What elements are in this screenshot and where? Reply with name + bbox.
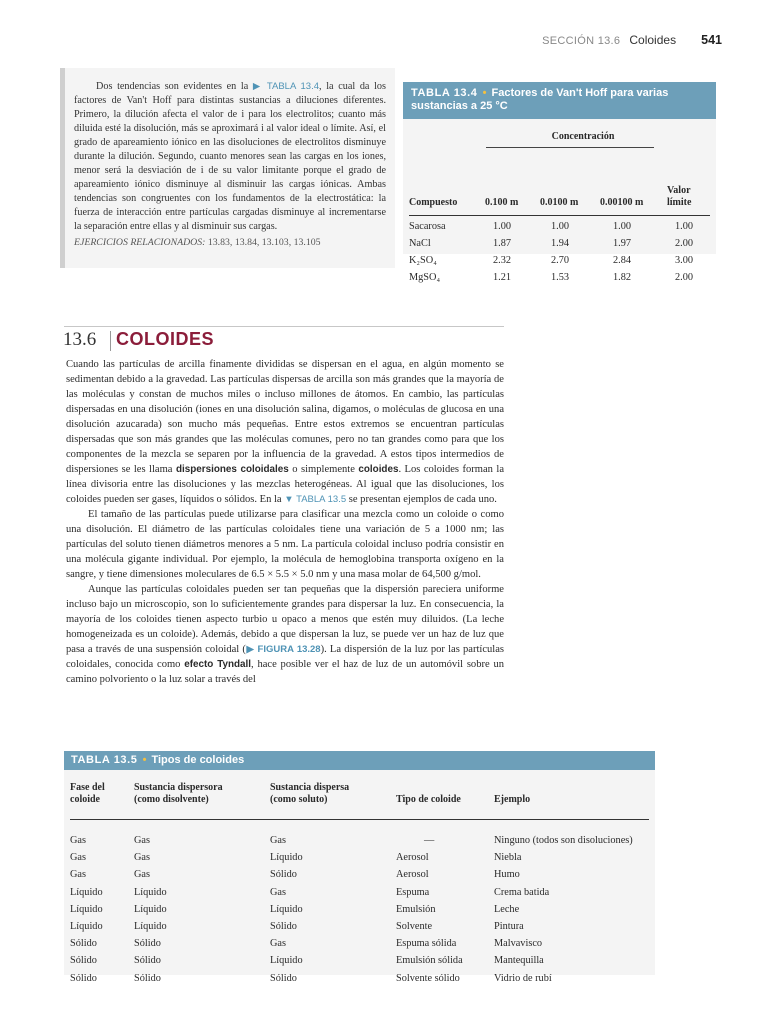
section-title: COLOIDES: [116, 329, 215, 349]
cell-dispersing: Líquido: [134, 886, 167, 898]
header-limit-b: límite: [667, 197, 692, 208]
cell-c2: 1.94: [551, 238, 570, 249]
table-13-4-link[interactable]: ▶ TABLA 13.4: [252, 81, 320, 92]
table-row: [403, 238, 716, 255]
p3-text-a: Aunque las partículas coloidales pueden ser tan pequeñas que la dispersión pareciera uniforme incluso bajo un microscopio, son lo suficientemente grandes para dispersar la luz. En consecuencia, la mayoría de los coloides tienen aspecto turbio u opaco a menos que estén muy diluidos. (La leche homogeneizada es un coloide). Además, debido a que dispersan la luz, se puede ver un haz de luz que pasa a través de una suspensión coloidal (: [66, 584, 504, 655]
table-row: [64, 852, 655, 869]
trends-text: [74, 80, 386, 250]
cell-example: Pintura: [494, 921, 524, 932]
header-dispersed: [270, 782, 349, 806]
table-13-4-rule: [409, 215, 710, 216]
header-dispersing-a: Sustancia dispersora: [134, 782, 223, 793]
cell-dispersed: Sólido: [270, 972, 297, 984]
table-13-5-body: [64, 770, 655, 984]
cell-phase: Sólido: [70, 955, 97, 967]
header-dispersed-a: Sustancia dispersa: [270, 782, 350, 793]
table-13-4: [403, 82, 716, 283]
related-exercises-values: 13.83, 13.84, 13.103, 13.105: [207, 237, 321, 248]
cell-dispersing: Gas: [134, 835, 151, 846]
table-row: [64, 938, 655, 955]
table-row: [64, 835, 655, 852]
cell-dispersed: Líquido: [270, 852, 303, 864]
cell-c3: 1.97: [613, 238, 632, 249]
table-row: [403, 272, 716, 289]
table-13-5-link[interactable]: ▼ TABLA 13.5: [284, 494, 347, 505]
trends-paragraph: [74, 80, 386, 234]
table-13-4-body: [403, 119, 716, 283]
p3-text-c: , hace posible ver el haz de luz de un automóvil sobre un camino polvoriento o la luz solar a través del: [66, 659, 504, 685]
cell-phase: Sólido: [70, 972, 97, 984]
header-section-name: Coloides: [629, 33, 677, 47]
cell-dispersing: Sólido: [134, 955, 161, 967]
bullet-icon: •: [479, 87, 490, 99]
table-13-4-number: TABLA 13.4: [411, 87, 478, 99]
trends-text-post: , la cual da los factores de Van't Hoff para distintas sustancias a diluciones diferentes. Primero, la dilución afecta el valor de i para los electrolitos; cuanto más diluida esté la disolución, más se aproximará i al valor ideal o límite. Así, el grado de apareamiento iónico en las disoluciones de electrolitos disminuye durante la dilución. Segundo, cuanto menores sean las cargas en los iones, menor será la desviación de i de su valor limitante porque el grado de apareamiento iónico disminuye al disminuir las cargas iónicas. Ambas tendencias son congruentes con los fundamentos de la electrostática: la fuerza de interacción entre partículas cargadas disminuye al incrementarse la separación entre ellas y al disminuir sus cargas.: [74, 81, 386, 232]
section-divider: [110, 331, 111, 351]
cell-c1: 1.21: [493, 272, 512, 283]
cell-dispersing: Líquido: [134, 921, 167, 932]
trends-text-pre: Dos tendencias son evidentes en la: [96, 81, 249, 92]
section-number: 13.6: [63, 329, 97, 350]
cell-dispersed: Gas: [270, 938, 287, 950]
header-dispersed-b: (como soluto): [270, 794, 328, 805]
cell-dispersed: Líquido: [270, 955, 303, 967]
cell-c2: 1.00: [551, 221, 570, 232]
cell-c3: 2.84: [613, 255, 632, 266]
cell-example: Humo: [494, 869, 520, 881]
header-example: Ejemplo: [494, 794, 531, 805]
body-paragraph-1: [66, 357, 504, 507]
cell-type: Solvente: [396, 921, 433, 932]
cell-type: Aerosol: [396, 869, 429, 881]
cell-dispersing: Sólido: [134, 972, 161, 984]
table-13-5-caption: [64, 751, 655, 770]
cell-phase: Líquido: [70, 921, 103, 932]
cell-example: Ninguno (todos son disoluciones): [494, 835, 633, 846]
cell-type: Emulsión sólida: [396, 955, 463, 967]
p1-text-a: Cuando las partículas de arcilla finamente divididas se dispersan en el agua, en algún momento se sedimentan debido a la gravedad. Las partículas dispersas de arcilla son más grandes que la mayoría de las moléculas y constan de muchos miles o incluso millones de átomos. En cambio, las partículas dispersadas en una disolución (iones en una disolución salina, digamos, o moléculas de glucosa en una disolución azucarada) son mucho más pequeñas. Entre estos extremos se encuentran partículas dispersadas que son más grandes que las moléculas comunes, pero no tan grandes como para que los componentes de la mezcla se separen por la influencia de la gravedad. A estos tipos intermedios de dispersiones se les llama: [66, 359, 504, 475]
body-paragraph-2: El tamaño de las partículas puede utilizarse para clasificar una mezcla como un coloide o como una disolución. El diámetro de las partículas coloidales tiene una variación de 5 a 1000 nm; las partículas del soluto tienen diámetros menores a 5 nm. La partícula coloidal incluso podría consistir en una molécula gigante individual. Por ejemplo, la molécula de hemoglobina transporta oxígeno en la sangre, y tiene dimensiones moleculares de 6.5 × 5.5 × 5.0 nm y una masa molar de 64,500 g/mol.: [66, 509, 504, 580]
cell-example: Niebla: [494, 852, 522, 864]
concentration-rule: [486, 147, 654, 148]
table-row: [403, 255, 716, 272]
section-rule: [64, 326, 504, 327]
table-row: [64, 904, 655, 921]
header-dispersing-b: (como disolvente): [134, 794, 209, 805]
cell-dispersing: Sólido: [134, 938, 161, 950]
cell-dispersed: Gas: [270, 835, 287, 846]
cell-dispersing: Líquido: [134, 903, 167, 915]
table-row: [64, 955, 655, 972]
header-dispersing: [134, 782, 223, 806]
header-compound: Compuesto: [409, 197, 458, 208]
cell-limit: 2.00: [675, 238, 694, 249]
cell-dispersing: Gas: [134, 852, 151, 864]
cell-phase: Sólido: [70, 938, 97, 950]
cell-compound: Sacarosa: [409, 221, 446, 232]
cell-type: —: [424, 835, 435, 846]
related-exercises: [74, 236, 386, 250]
header-phase-b: coloide: [70, 794, 100, 805]
cell-phase: Gas: [70, 852, 87, 864]
cell-c1: 1.87: [493, 238, 512, 249]
cell-dispersed: Sólido: [270, 869, 297, 881]
concentration-header: Concentración: [551, 131, 615, 142]
cell-type: Aerosol: [396, 852, 429, 864]
header-type: Tipo de coloide: [396, 794, 461, 805]
cell-example: Mantequilla: [494, 955, 544, 967]
related-exercises-label: EJERCICIOS RELACIONADOS:: [74, 237, 206, 248]
header-phase-a: Fase del: [70, 782, 105, 793]
table-13-5-title: Tipos de coloides: [151, 754, 245, 766]
cell-phase: Líquido: [70, 886, 103, 898]
cell-type: Espuma sólida: [396, 938, 457, 950]
cell-limit: 2.00: [675, 272, 694, 283]
header-section: SECCIÓN 13.6: [542, 35, 621, 47]
cell-c2: 2.70: [551, 255, 570, 266]
cell-example: Crema batida: [494, 886, 550, 898]
term-coloides: coloides: [358, 464, 399, 475]
table-row: [64, 921, 655, 938]
cell-example: Vidrio de rubí: [494, 972, 552, 984]
cell-phase: Gas: [70, 869, 87, 881]
cell-c3: 1.82: [613, 272, 632, 283]
page-number: 541: [701, 33, 722, 47]
cell-phase: Gas: [70, 835, 87, 846]
header-c1: 0.100 m: [485, 197, 519, 208]
section-body: [66, 357, 504, 687]
header-c2: 0.0100 m: [540, 197, 579, 208]
cell-type: Emulsión: [396, 903, 436, 915]
cell-dispersed: Líquido: [270, 903, 303, 915]
cell-limit: 1.00: [675, 221, 694, 232]
cell-compound: MgSO₄: [409, 272, 441, 283]
table-row: [64, 869, 655, 886]
table-13-5-number: TABLA 13.5: [71, 754, 138, 766]
figure-13-28-link[interactable]: ▶ FIGURA 13.28: [245, 644, 321, 655]
table-13-4-caption: [403, 82, 716, 119]
cell-compound: NaCl: [409, 238, 431, 249]
cell-c2: 1.53: [551, 272, 570, 283]
header-limit-a: Valor: [667, 185, 691, 196]
cell-type: Espuma: [396, 886, 430, 898]
cell-dispersed: Sólido: [270, 921, 297, 932]
body-paragraph-3: [66, 582, 504, 687]
cell-dispersed: Gas: [270, 886, 287, 898]
cell-phase: Líquido: [70, 903, 103, 915]
cell-limit: 3.00: [675, 255, 694, 266]
table-row: [64, 887, 655, 904]
header-phase: [70, 782, 105, 806]
cell-c1: 1.00: [493, 221, 512, 232]
table-row: [403, 221, 716, 238]
p1-text-b: o simplemente: [292, 464, 355, 475]
table-row: [64, 973, 655, 990]
cell-c1: 2.32: [493, 255, 512, 266]
bullet-icon: •: [139, 754, 150, 766]
table-13-5: [64, 751, 655, 984]
term-efecto-tyndall: efecto Tyndall: [184, 659, 252, 670]
p3-text-b: ). La dispersión de la luz por las partículas coloidales, conocida como: [66, 644, 505, 670]
header-c3: 0.00100 m: [600, 197, 644, 208]
cell-example: Malvavisco: [494, 938, 543, 950]
p1-text-d: se presentan ejemplos de cada uno.: [348, 494, 497, 505]
cell-c3: 1.00: [613, 221, 632, 232]
cell-example: Leche: [494, 903, 520, 915]
p1-text-c: . Los coloides forman la línea divisoria entre las disoluciones y las mezclas heterogéneas. Al igual que las disoluciones, los coloides pueden ser gases, líquidos o sólidos. En la: [66, 464, 505, 505]
term-dispersiones-coloidales: dispersiones coloidales: [175, 464, 289, 475]
running-header: [542, 33, 722, 47]
cell-compound: K₂SO₄: [409, 255, 437, 266]
cell-type: Solvente sólido: [396, 972, 460, 984]
table-13-5-rule: [70, 819, 649, 820]
table-13-4-title: Factores de Van't Hoff para varias sustancias a 25 °C: [411, 87, 669, 112]
cell-dispersing: Gas: [134, 869, 151, 881]
